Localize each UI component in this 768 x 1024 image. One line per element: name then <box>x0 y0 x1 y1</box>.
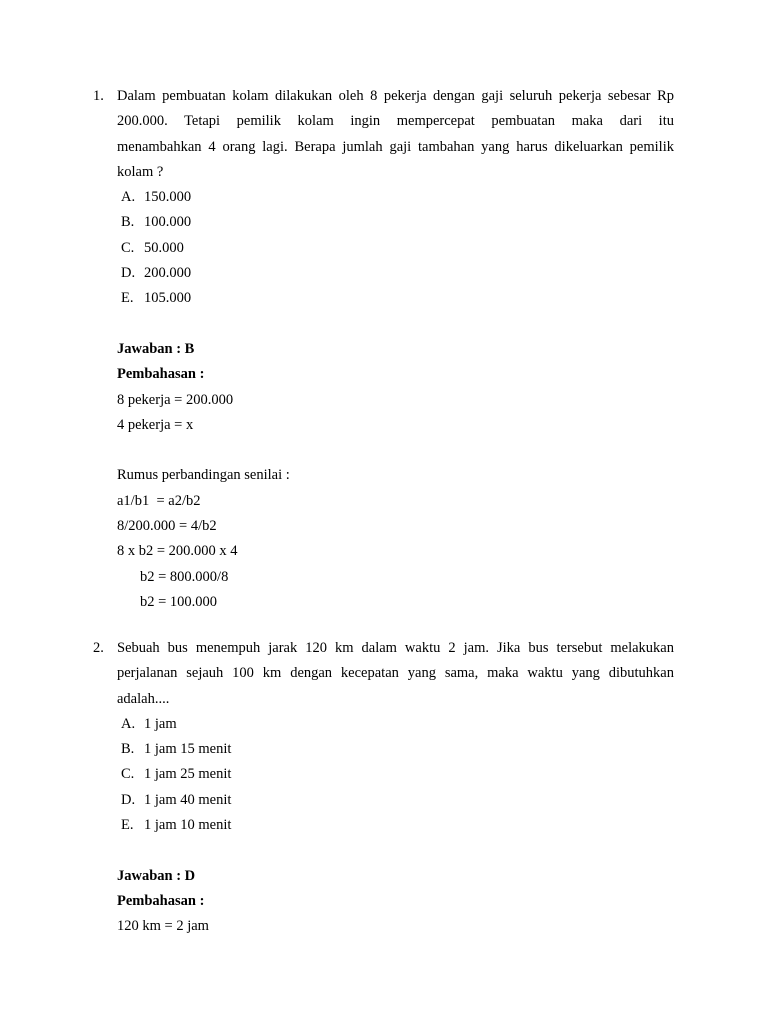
option-a <box>121 185 768 210</box>
question-stem <box>117 84 674 185</box>
option-letter: D. <box>121 791 136 808</box>
option-b <box>121 737 768 762</box>
option-c <box>121 236 768 261</box>
discussion-step: 4 pekerja = x <box>117 416 194 433</box>
stem-line: adalah.... <box>117 690 170 707</box>
option-text: 105.000 <box>144 290 192 307</box>
option-letter: C. <box>121 766 135 783</box>
options-list <box>121 712 768 838</box>
question-number: 2. <box>93 640 104 656</box>
option-letter: D. <box>121 265 136 282</box>
discussion-step: b2 = 100.000 <box>140 593 218 610</box>
option-letter: E. <box>121 817 134 834</box>
stem-line: 200.000. Tetapi pemilik kolam ingin mempercepat pembuatan maka dari itu <box>117 113 674 130</box>
answer-section <box>117 864 768 940</box>
answer-key: Jawaban : B <box>117 340 195 357</box>
discussion-label: Pembahasan : <box>117 366 205 383</box>
discussion-step: 120 km = 2 jam <box>117 918 209 935</box>
discussion-step: 8/200.000 = 4/b2 <box>117 518 217 535</box>
discussion-step: 8 x b2 = 200.000 x 4 <box>117 543 238 560</box>
option-text: 200.000 <box>144 265 192 282</box>
stem-line: kolam ? <box>117 163 164 180</box>
option-text: 100.000 <box>144 214 192 231</box>
question-number: 1. <box>93 88 104 104</box>
option-e <box>121 813 768 838</box>
stem-line: perjalanan sejauh 100 km dengan kecepatan yang sama, maka waktu yang dibutuhkan <box>117 665 674 682</box>
discussion-step: Rumus perbandingan senilai : <box>117 467 290 484</box>
option-b <box>121 210 768 235</box>
stem-line: menambahkan 4 orang lagi. Berapa jumlah gaji tambahan yang harus dikeluarkan pemilik <box>117 138 674 155</box>
option-letter: A. <box>121 189 136 206</box>
answer-section <box>117 337 768 615</box>
option-text: 1 jam <box>144 715 177 732</box>
option-letter: C. <box>121 239 135 256</box>
option-text: 1 jam 25 menit <box>144 766 232 783</box>
discussion-label: Pembahasan : <box>117 892 205 909</box>
question-2 <box>0 636 768 940</box>
option-letter: A. <box>121 715 136 732</box>
option-e <box>121 286 768 311</box>
discussion-step: a1/b1 = a2/b2 <box>117 492 201 509</box>
option-d <box>121 788 768 813</box>
option-text: 1 jam 40 menit <box>144 791 232 808</box>
option-c <box>121 762 768 787</box>
question-stem <box>117 636 674 712</box>
options-list <box>121 185 768 311</box>
option-letter: B. <box>121 214 135 231</box>
option-text: 1 jam 15 menit <box>144 741 232 758</box>
stem-line: Dalam pembuatan kolam dilakukan oleh 8 pekerja dengan gaji seluruh pekerja sebesar Rp <box>117 88 674 104</box>
option-text: 50.000 <box>144 239 184 256</box>
option-letter: B. <box>121 741 135 758</box>
discussion-step: 8 pekerja = 200.000 <box>117 391 234 408</box>
option-text: 150.000 <box>144 189 192 206</box>
option-a <box>121 712 768 737</box>
answer-key: Jawaban : D <box>117 867 196 884</box>
option-letter: E. <box>121 290 134 307</box>
option-d <box>121 261 768 286</box>
stem-line: Sebuah bus menempuh jarak 120 km dalam waktu 2 jam. Jika bus tersebut melakukan <box>117 640 674 656</box>
question-1 <box>0 84 768 615</box>
option-text: 1 jam 10 menit <box>144 817 232 834</box>
discussion-step: b2 = 800.000/8 <box>140 568 229 585</box>
